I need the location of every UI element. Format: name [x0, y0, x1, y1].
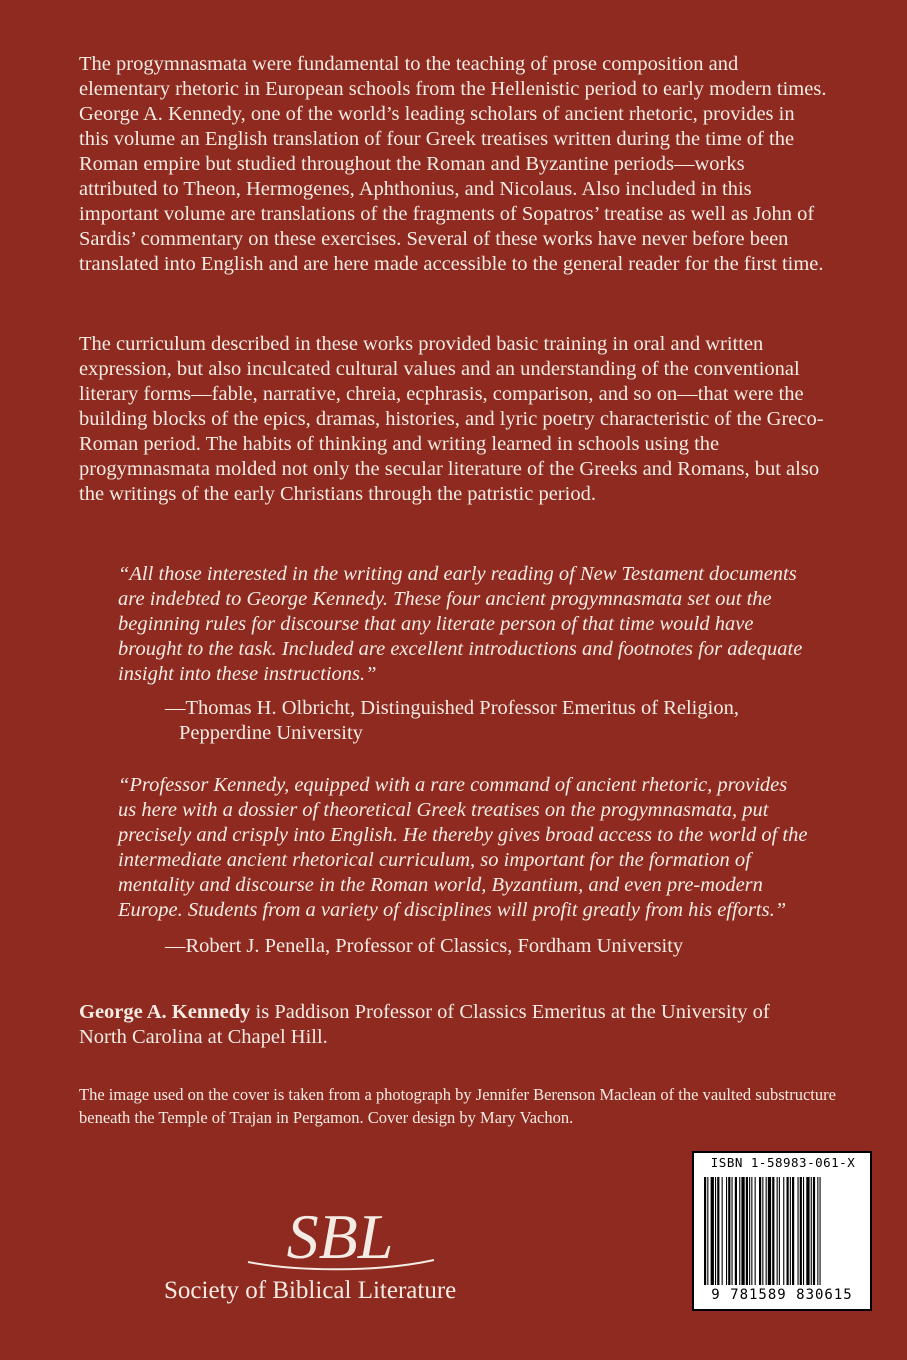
barcode-bar: [739, 1177, 740, 1285]
isbn-label: ISBN 1-58983-061-X: [710, 1155, 856, 1170]
ean-number: 9 781589 830615: [711, 1287, 853, 1303]
barcode-bar: [704, 1177, 706, 1285]
barcode-bar: [798, 1177, 799, 1285]
barcode-bar: [768, 1177, 771, 1285]
barcode-bar: [746, 1177, 748, 1285]
barcode-bar: [813, 1177, 815, 1285]
description-paragraph-1: The progymnasmata were fundamental to the teaching of prose composition and elementary rhetoric in European schools from the Hellenistic period to early modern times. George A. Kennedy, one of the world’s leading scholars of ancient rhetoric, provides in this volume an English translation of four Greek treatises written during the time of the Roman empire but studied throughout the Roman and Byzantine periods—works attributed to Theon, Hermogenes, Aphthonius, and Nicolaus. Also included in this important volume are translations of the fragments of Sopatros’ treatise as well as John of Sardis’ commentary on these exercises. Several of these works have never before been translated into English and are here made accessible to the general reader for the first time.: [79, 53, 827, 275]
barcode-bar: [728, 1177, 730, 1285]
barcode-bar: [783, 1177, 784, 1285]
barcode-bar: [779, 1177, 780, 1285]
barcode-bar: [762, 1177, 763, 1285]
barcode-bar: [717, 1177, 719, 1285]
barcode-bars: [704, 1177, 860, 1285]
barcode-bar: [732, 1177, 733, 1285]
barcode-bar: [766, 1177, 767, 1285]
barcode-bar: [711, 1177, 714, 1285]
barcode-bar: [803, 1177, 804, 1285]
barcode-bar: [722, 1177, 723, 1285]
barcode-bar: [741, 1177, 744, 1285]
barcode-bar: [806, 1177, 809, 1285]
barcode-bar: [726, 1177, 727, 1285]
barcode-bar: [707, 1177, 708, 1285]
barcode-bar: [751, 1177, 752, 1285]
barcode-bar: [735, 1177, 737, 1285]
barcode-bar: [755, 1177, 756, 1285]
barcode-bar: [759, 1177, 761, 1285]
sbl-logo-mark: [240, 1200, 440, 1274]
description-paragraph-2: The curriculum described in these works provided basic training in oral and written expression, but also inculcated cultural values and an understanding of the conventional literary forms—fable, narrative, chreia, ecphrasis, comparison, and so on—that were the building blocks of the epics, dramas, histories, and lyric poetry characteristic of the Greco-Roman period. The habits of thinking and writing learned in schools using the progymnasmata molded not only the secular literature of the Greeks and Romans, but also the writings of the early Christians through the patristic period.: [79, 333, 824, 505]
barcode-bar: [811, 1177, 812, 1285]
cover-credit: The image used on the cover is taken from a photograph by Jennifer Berenson Maclean of the vaulted substructure beneath the Temple of Trajan in Pergamon. Cover design by Mary Vachon.: [79, 1085, 836, 1127]
endorsement-attribution-1: —Thomas H. Olbricht, Distinguished Professor Emeritus of Religion, Pepperdine University: [165, 697, 739, 744]
publisher-logo: [160, 1200, 520, 1320]
barcode-bar: [792, 1177, 794, 1285]
endorsement-quote-1: “All those interested in the writing and early reading of New Testament documents are indebted to George Kennedy. These four ancient progymnasmata set out the beginning rules for discourse that any literate person of that time would have brought to the task. Included are excellent introductions and footnotes for adequate insight into these instructions.”: [118, 563, 803, 685]
publisher-name: Society of Biblical Literature: [164, 1277, 457, 1304]
barcode-bar: [800, 1177, 802, 1285]
author-name: George A. Kennedy: [79, 1001, 251, 1023]
barcode-bar: [787, 1177, 789, 1285]
barcode-bar: [749, 1177, 750, 1285]
sbl-letters: SBL: [286, 1201, 394, 1272]
barcode-bar: [772, 1177, 774, 1285]
isbn-barcode: [692, 1151, 872, 1311]
barcode-bar: [777, 1177, 778, 1285]
barcode-bar: [820, 1177, 821, 1285]
barcode-bar: [817, 1177, 818, 1285]
barcode-bar: [715, 1177, 716, 1285]
author-bio-text: is Paddison Professor of Classics Emeritus at the University of North Carolina at Chapel Hill.: [79, 1001, 770, 1048]
endorsement-quote-2: “Professor Kennedy, equipped with a rare command of ancient rhetoric, provides us here with a dossier of theoretical Greek treatises on the progymnasmata, put precisely and crisply into English. He thereby gives broad access to the world of the intermediate ancient rhetorical curriculum, so important for the formation of mentality and discourse in the Roman world, Byzantium, and even pre-modern Europe. Students from a variety of disciplines will profit greatly from his efforts.”: [118, 774, 808, 921]
barcode-bar: [790, 1177, 791, 1285]
endorsement-attribution-2: —Robert J. Penella, Professor of Classics, Fordham University: [165, 935, 684, 957]
author-bio: [79, 1000, 799, 1050]
